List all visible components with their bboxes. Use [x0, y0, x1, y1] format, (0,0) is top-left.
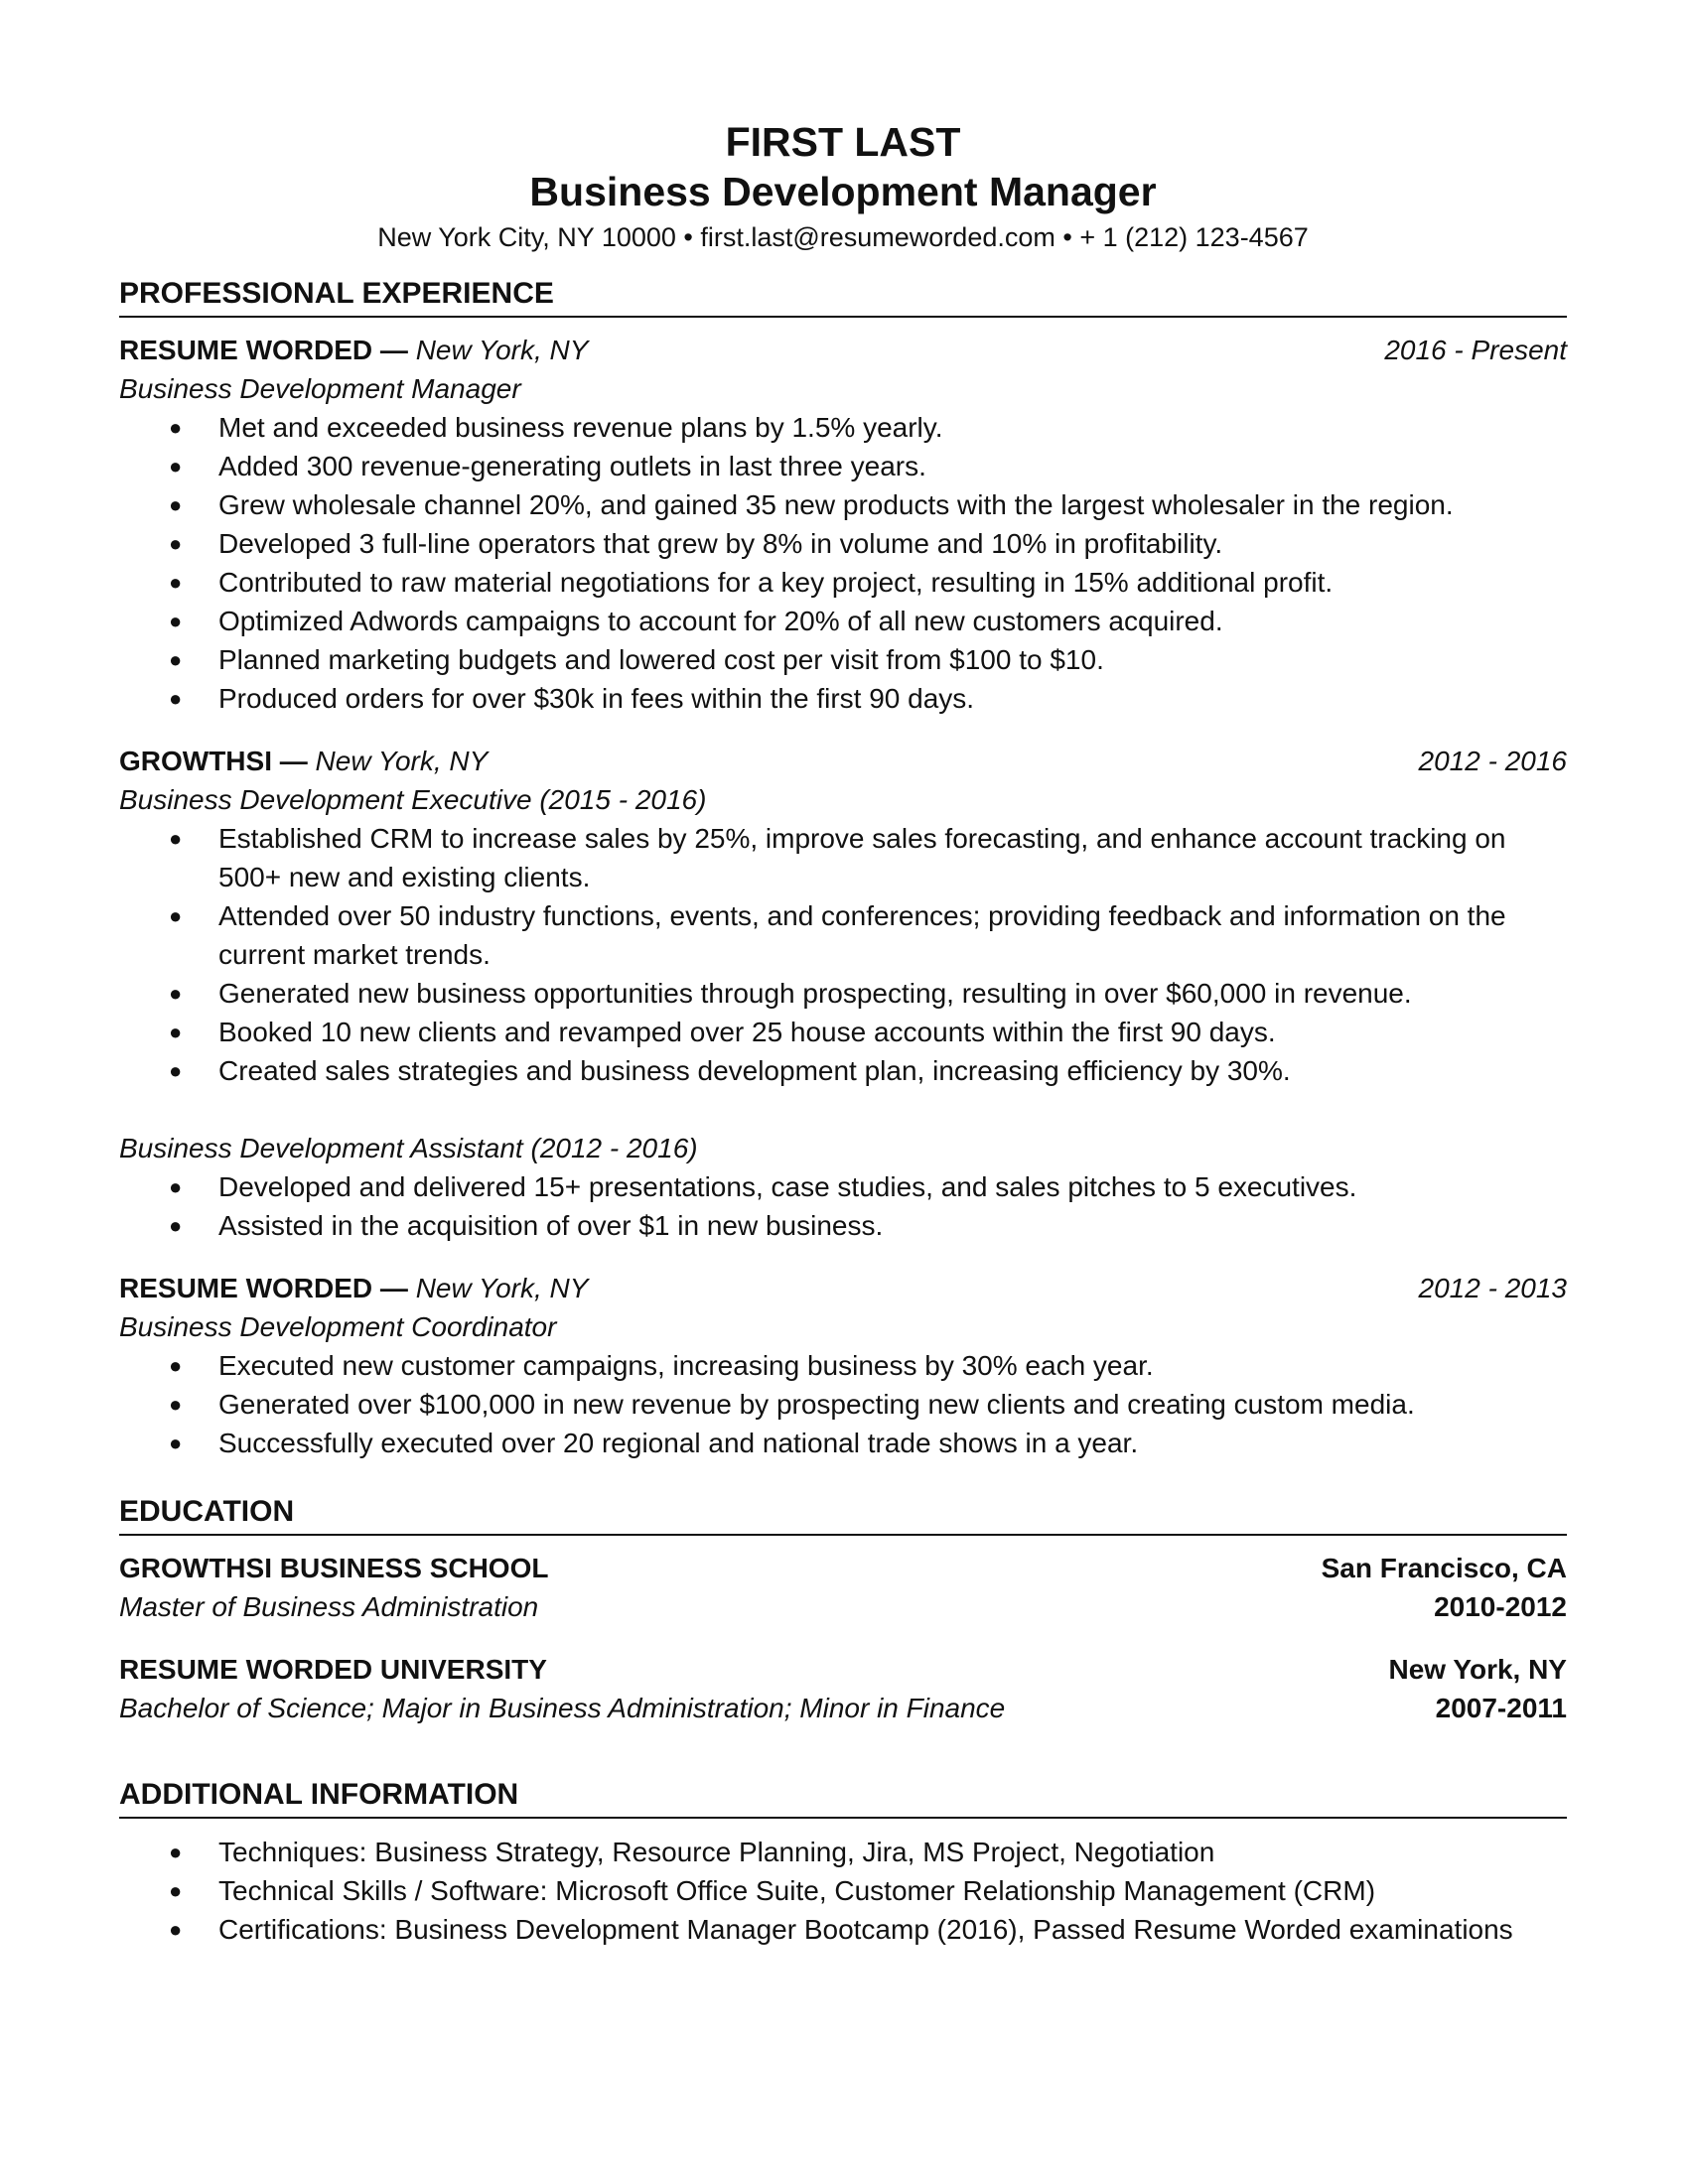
job-location: New York, NY [315, 746, 489, 776]
contact-line: New York City, NY 10000 • first.last@resumeworded.com • + 1 (212) 123-4567 [377, 222, 1309, 252]
bullet-text: Produced orders for over $30k in fees within the first 90 days. [218, 683, 975, 714]
job-header [119, 1269, 1567, 1307]
company-name: RESUME WORDED — [119, 335, 416, 365]
section-heading-experience: PROFESSIONAL EXPERIENCE [119, 274, 1567, 318]
company-name: GROWTHSI — [119, 746, 316, 776]
bullet-icon: ● [169, 686, 183, 711]
job-header [119, 331, 1567, 369]
education-entry [119, 1549, 1567, 1626]
experience-section [119, 274, 1567, 1462]
education-dates: 2010-2012 [1434, 1591, 1567, 1622]
role-title: Business Development Manager [119, 373, 521, 404]
role-block [119, 780, 1567, 1090]
bullet-text: Generated over $100,000 in new revenue by prospecting new clients and creating custom media. [218, 1389, 1415, 1420]
bullet-text: Developed 3 full-line operators that grew by 8% in volume and 10% in profitability. [218, 528, 1223, 559]
bullet-text: Grew wholesale channel 20%, and gained 35 new products with the largest wholesaler in the region. [218, 489, 1454, 520]
bullet-item [119, 524, 1567, 563]
bullet-icon: ● [169, 1353, 183, 1378]
bullet-icon: ● [169, 1878, 183, 1903]
section-heading-additional: ADDITIONAL INFORMATION [119, 1775, 1567, 1819]
bullet-icon: ● [169, 609, 183, 633]
bullet-text: Generated new business opportunities through prospecting, resulting in over $60,000 in revenue. [218, 978, 1412, 1009]
school-name: RESUME WORDED UNIVERSITY [119, 1654, 547, 1685]
bullet-text: Executed new customer campaigns, increasing business by 30% each year. [218, 1350, 1154, 1381]
bullet-item [119, 679, 1567, 718]
additional-section [119, 1775, 1567, 1949]
bullet-text: Techniques: Business Strategy, Resource Planning, Jira, MS Project, Negotiation [218, 1837, 1215, 1867]
bullet-text: Certifications: Business Development Manager Bootcamp (2016), Passed Resume Worded examinations [218, 1914, 1513, 1945]
education-dates: 2007-2011 [1435, 1693, 1567, 1723]
bullet-icon: ● [169, 1840, 183, 1864]
bullet-text: Optimized Adwords campaigns to account for 20% of all new customers acquired. [218, 606, 1223, 636]
bullet-icon: ● [169, 826, 183, 851]
bullet-item [119, 602, 1567, 640]
bullet-item [119, 1424, 1567, 1462]
bullet-text: Added 300 revenue-generating outlets in last three years. [218, 451, 926, 481]
bullet-list [119, 819, 1567, 1090]
bullet-item [119, 408, 1567, 447]
role-block [119, 369, 1567, 718]
bullet-text: Technical Skills / Software: Microsoft Office Suite, Customer Relationship Management (CRM) [218, 1875, 1376, 1906]
education-entry [119, 1650, 1567, 1727]
bullet-item [119, 640, 1567, 679]
bullet-list [119, 1167, 1567, 1245]
job-company-location [119, 331, 588, 369]
bullet-list [119, 1346, 1567, 1462]
bullet-item [119, 1206, 1567, 1245]
bullet-text: Contributed to raw material negotiations for a key project, resulting in 15% additional profit. [218, 567, 1334, 598]
bullet-item [119, 485, 1567, 524]
role-title: Business Development Assistant (2012 - 2016) [119, 1133, 698, 1163]
education-list [119, 1549, 1567, 1727]
bullet-icon: ● [169, 415, 183, 440]
education-detail [119, 1689, 1567, 1727]
education-header [119, 1549, 1567, 1587]
bullet-item [119, 1833, 1567, 1871]
job-location: New York, NY [415, 335, 589, 365]
bullet-item [119, 1167, 1567, 1206]
bullet-text: Planned marketing budgets and lowered cost per visit from $100 to $10. [218, 644, 1104, 675]
bullet-icon: ● [169, 1213, 183, 1238]
role-title: Business Development Coordinator [119, 1311, 557, 1342]
bullet-item [119, 1871, 1567, 1910]
bullet-item [119, 447, 1567, 485]
education-section [119, 1492, 1567, 1727]
bullet-item [119, 1013, 1567, 1051]
degree: Bachelor of Science; Major in Business Administration; Minor in Finance [119, 1693, 1006, 1723]
job-dates: 2012 - 2013 [1418, 1273, 1567, 1303]
resume-page [119, 117, 1567, 1949]
bullet-item [119, 1051, 1567, 1090]
bullet-icon: ● [169, 492, 183, 517]
education-header [119, 1650, 1567, 1689]
bullet-text: Successfully executed over 20 regional and national trade shows in a year. [218, 1428, 1139, 1458]
school-location: San Francisco, CA [1321, 1553, 1567, 1583]
bullet-item [119, 974, 1567, 1013]
role-block [119, 1129, 1567, 1245]
bullet-icon: ● [169, 981, 183, 1006]
bullet-icon: ● [169, 903, 183, 928]
additional-list [119, 1833, 1567, 1949]
school-location: New York, NY [1388, 1654, 1567, 1685]
bullet-item [119, 1346, 1567, 1385]
experience-list [119, 331, 1567, 1462]
job-header [119, 742, 1567, 780]
bullet-icon: ● [169, 1917, 183, 1942]
section-heading-education: EDUCATION [119, 1492, 1567, 1536]
bullet-text: Attended over 50 industry functions, events, and conferences; providing feedback and information on the current market trends. [218, 900, 1506, 970]
bullet-item [119, 896, 1567, 974]
education-detail [119, 1587, 1567, 1626]
job-company-location [119, 1269, 588, 1307]
bullet-text: Assisted in the acquisition of over $1 in new business. [218, 1210, 884, 1241]
job-entry [119, 1269, 1567, 1462]
bullet-text: Created sales strategies and business development plan, increasing efficiency by 30%. [218, 1055, 1291, 1086]
job-dates: 2016 - Present [1384, 335, 1567, 365]
job-entry [119, 331, 1567, 718]
bullet-icon: ● [169, 1392, 183, 1417]
bullet-icon: ● [169, 570, 183, 595]
bullet-item [119, 819, 1567, 896]
role-block [119, 1307, 1567, 1462]
bullet-text: Met and exceeded business revenue plans by 1.5% yearly. [218, 412, 943, 443]
bullet-text: Established CRM to increase sales by 25%, improve sales forecasting, and enhance account tracking on 500+ new and existing clients. [218, 823, 1506, 892]
job-location: New York, NY [415, 1273, 589, 1303]
job-dates: 2012 - 2016 [1418, 746, 1567, 776]
role-title: Business Development Executive (2015 - 2016) [119, 784, 707, 815]
bullet-text: Developed and delivered 15+ presentations, case studies, and sales pitches to 5 executives. [218, 1171, 1357, 1202]
bullet-list [119, 408, 1567, 718]
bullet-icon: ● [169, 1058, 183, 1083]
school-name: GROWTHSI BUSINESS SCHOOL [119, 1553, 549, 1583]
resume-header [119, 117, 1567, 256]
bullet-icon: ● [169, 454, 183, 478]
bullet-icon: ● [169, 1174, 183, 1199]
company-name: RESUME WORDED — [119, 1273, 416, 1303]
candidate-title: Business Development Manager [529, 169, 1157, 214]
candidate-name: FIRST LAST [725, 119, 961, 165]
bullet-item [119, 1385, 1567, 1424]
bullet-icon: ● [169, 1020, 183, 1044]
degree: Master of Business Administration [119, 1591, 539, 1622]
job-entry [119, 742, 1567, 1245]
bullet-icon: ● [169, 647, 183, 672]
bullet-item [119, 563, 1567, 602]
job-company-location [119, 742, 488, 780]
bullet-text: Booked 10 new clients and revamped over 25 house accounts within the first 90 days. [218, 1017, 1276, 1047]
bullet-item [119, 1910, 1567, 1949]
bullet-icon: ● [169, 1431, 183, 1455]
bullet-icon: ● [169, 531, 183, 556]
